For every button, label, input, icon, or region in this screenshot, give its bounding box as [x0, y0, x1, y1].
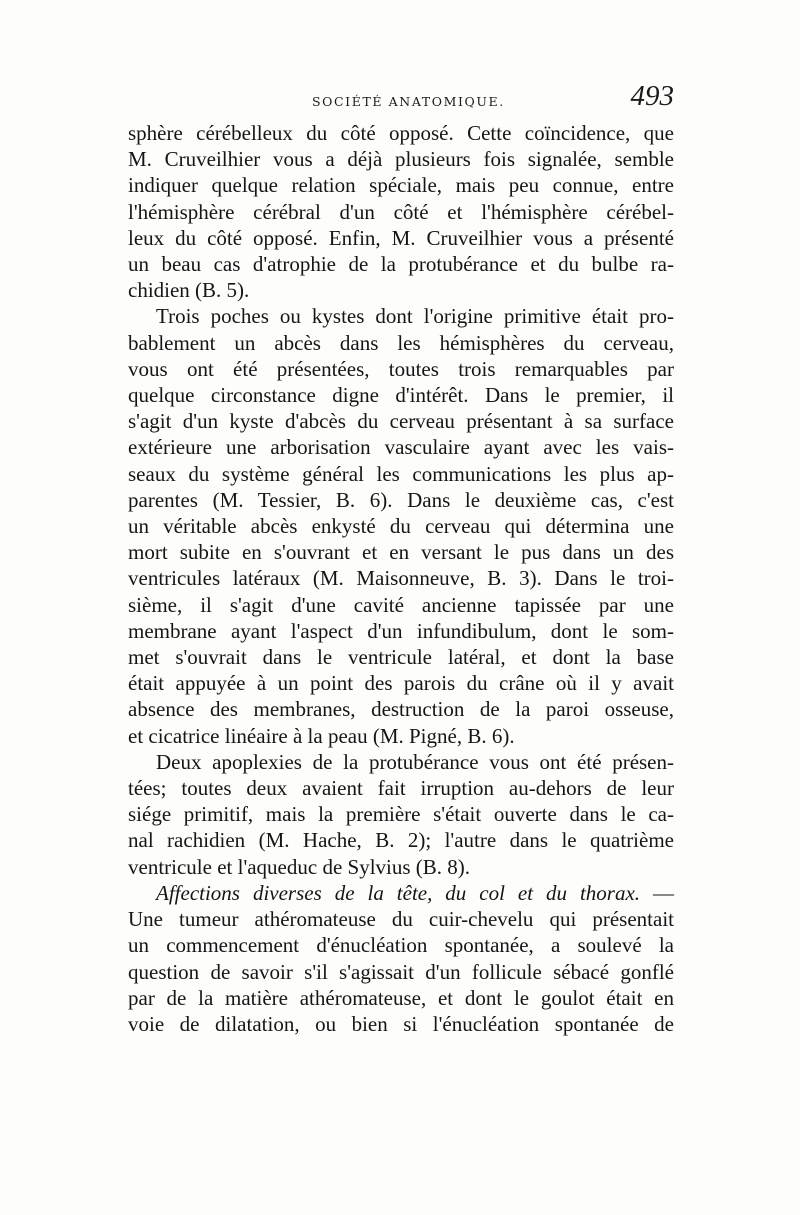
text-line: tées; toutes deux avaient fait irruption au-dehors de leur: [128, 776, 674, 801]
running-head: [128, 76, 674, 112]
text-line: absence des membranes, destruction de la paroi osseuse,: [128, 697, 674, 722]
text-line: membrane ayant l'aspect d'un infundibulum, dont le som-: [128, 618, 674, 643]
text-line: parentes (M. Tessier, B. 6). Dans le deuxième cas, c'est: [128, 487, 674, 512]
text-line: ventricule et l'aqueduc de Sylvius (B. 8).: [128, 854, 471, 879]
text-line: par de la matière athéromateuse, et dont le goulot était en: [128, 985, 674, 1010]
text-line: leux du côté opposé. Enfin, M. Cruveilhier vous a présenté: [128, 225, 674, 250]
text-line: Trois poches ou kystes dont l'origine primitive était pro-: [156, 304, 674, 329]
text-line: siége primitif, mais la première s'était ouverte dans le ca-: [128, 802, 674, 827]
text-line: met s'ouvrait dans le ventricule latéral, et dont la base: [128, 645, 674, 670]
text-line: sphère cérébelleux du côté opposé. Cette coïncidence, que: [128, 121, 674, 145]
text-line: s'agit d'un kyste d'abcès du cerveau présentant à sa surface: [128, 409, 674, 434]
text-line: un beau cas d'atrophie de la protubérance et du bulbe ra-: [128, 252, 674, 277]
text-line: l'hémisphère cérébral d'un côté et l'hémisphère cérébel-: [128, 199, 674, 224]
text-line: sième, il s'agit d'une cavité ancienne tapissée par une: [128, 592, 674, 617]
text-line: seaux du système général les communications les plus ap-: [128, 461, 674, 486]
text-line: nal rachidien (M. Hache, B. 2); l'autre dans le quatrième: [128, 828, 674, 853]
text-line: était appuyée à un point des parois du crâne où il y avait: [128, 671, 674, 696]
text-line: M. Cruveilhier vous a déjà plusieurs fois signalée, semble: [128, 147, 674, 172]
text-line: un commencement d'énucléation spontanée, a soulevé la: [128, 933, 674, 958]
text-line: chidien (B. 5).: [128, 278, 250, 303]
text-line: Deux apoplexies de la protubérance vous ont été présen-: [156, 749, 674, 774]
heading-dash: —: [640, 880, 675, 905]
section-heading: Affections diverses de la tête, du col et du thorax.: [156, 880, 641, 905]
text-line: et cicatrice linéaire à la peau (M. Pigné, B. 6).: [128, 723, 515, 748]
section-heading-line: [128, 880, 674, 906]
body-text: [128, 120, 674, 1037]
text-line: vous ont été présentées, toutes trois remarquables par: [128, 356, 674, 381]
page-number: 493: [630, 80, 674, 112]
text-line: mort subite en s'ouvrant et en versant le pus dans un des: [128, 540, 674, 565]
text-line: quelque circonstance digne d'intérêt. Dans le premier, il: [128, 383, 674, 408]
text-line: ventricules latéraux (M. Maisonneuve, B. 3). Dans le troi-: [128, 566, 674, 591]
running-title: SOCIÉTÉ ANATOMIQUE.: [312, 94, 505, 109]
text-line: voie de dilatation, ou bien si l'énucléation spontanée de: [128, 1011, 674, 1036]
text-line: Une tumeur athéromateuse du cuir-chevelu qui présentait: [128, 907, 674, 932]
text-line: un véritable abcès enkysté du cerveau qui détermina une: [128, 514, 674, 539]
text-line: question de savoir s'il s'agissait d'un follicule sébacé gonflé: [128, 959, 674, 984]
text-line: extérieure une arborisation vasculaire ayant avec les vais-: [128, 435, 674, 460]
text-line: indiquer quelque relation spéciale, mais peu connue, entre: [128, 173, 674, 198]
text-line: bablement un abcès dans les hémisphères du cerveau,: [128, 330, 674, 355]
